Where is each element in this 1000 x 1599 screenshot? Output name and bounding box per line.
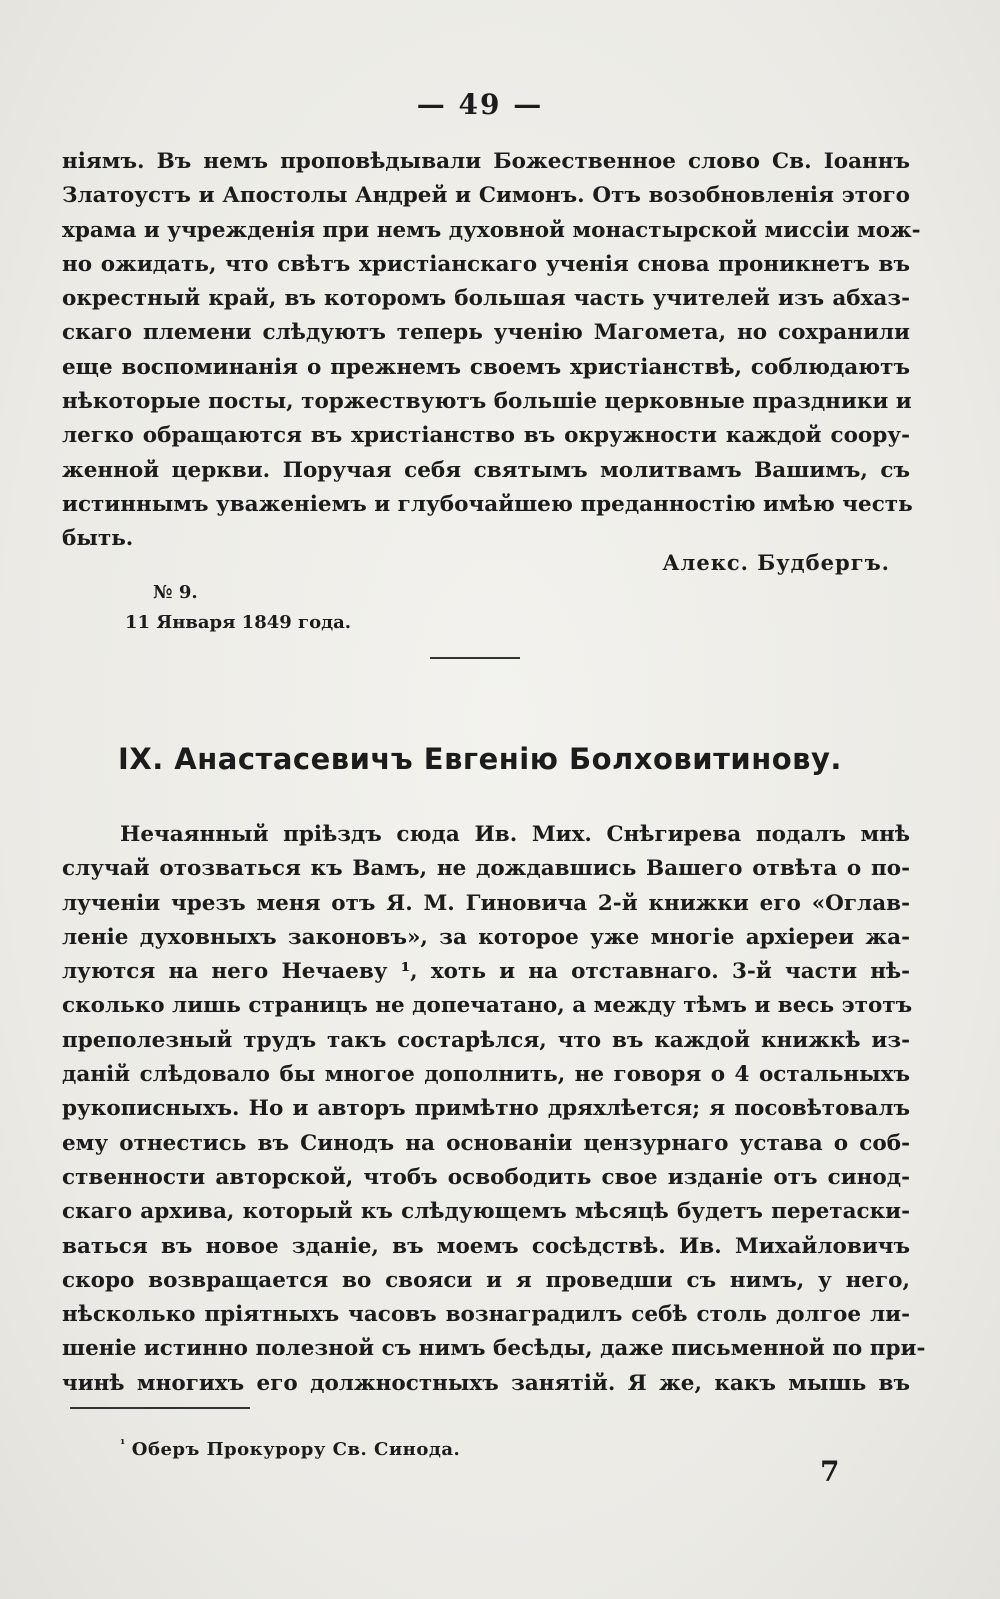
text-line: женной церкви. Поручая себя святымъ молитвамъ Вашимъ, съ xyxy=(62,457,910,483)
text-line: но ожидать, что свѣтъ христіанскаго ученія снова проникнетъ въ xyxy=(62,251,910,277)
paragraph-1 xyxy=(62,145,921,557)
text-line: шеніе истинно полезной съ нимъ бесѣды, даже письменной по при- xyxy=(62,1336,926,1362)
text-line: окрестный край, въ которомъ большая часть учителей изъ абхаз- xyxy=(62,286,910,312)
text-line: леніе духовныхъ законовъ», за которое уже многіе архіереи жа- xyxy=(62,924,910,950)
text-line: сколько лишь страницъ не допечатано, а между тѣмъ и весь этотъ xyxy=(62,993,913,1019)
text-line: лученіи чрезъ меня отъ Я. М. Гиновича 2-й книжки его «Оглав- xyxy=(62,890,910,916)
text-line: чинѣ многихъ его должностныхъ занятій. Я же, какъ мышь въ xyxy=(62,1370,910,1396)
text-line: скоро возвращается во свояси и я проведши съ нимъ, у него, xyxy=(62,1267,910,1293)
section-divider xyxy=(430,657,520,659)
text-line: ваться въ новое зданіе, въ моемъ сосѣдствѣ. Ив. Михайловичъ xyxy=(62,1233,910,1259)
footnote-divider xyxy=(70,1407,250,1409)
text-line: даній слѣдовало бы многое дополнить, не говоря о 4 остальныхъ xyxy=(62,1062,910,1088)
text-line: легко обращаются въ христіанство въ окружности каждой соору- xyxy=(62,423,910,449)
text-line: Нечаянный пріѣздъ сюда Ив. Мих. Снѣгирева подалъ мнѣ xyxy=(120,822,910,847)
text-line: ніямъ. Въ немъ проповѣдывали Божественное слово Св. Іоаннъ xyxy=(62,149,910,174)
footnote-text: Оберъ Прокурору Св. Синода. xyxy=(131,1439,461,1460)
text-line: ственности авторской, чтобъ освободить свое изданіе отъ синод- xyxy=(62,1164,910,1190)
text-line: еще воспоминанія о прежнемъ своемъ христіанствѣ, соблюдаютъ xyxy=(62,354,910,380)
letter-date: 11 Января 1849 года. xyxy=(125,612,352,633)
text-line: преполезный трудъ такъ состарѣлся, что въ каждой книжкѣ из- xyxy=(62,1027,910,1053)
text-line: случай отозваться къ Вамъ, не дождавшись Вашего отвѣта о по- xyxy=(62,856,910,882)
text-line: рукописныхъ. Но и авторъ примѣтно дряхлѣется; я посовѣтовалъ xyxy=(62,1096,910,1122)
letter-number: № 9. xyxy=(153,582,198,603)
text-line: скаго племени слѣдуютъ теперь ученію Магомета, но сохранили xyxy=(62,320,910,346)
letter-signature: Алекс. Будбергъ. xyxy=(662,550,890,575)
text-line: истиннымъ уваженіемъ и глубочайшею преданностію имѣю честь xyxy=(62,491,913,517)
text-line: нѣсколько пріятныхъ часовъ вознаградилъ себѣ столь долгое ли- xyxy=(62,1302,910,1328)
paragraph-2 xyxy=(62,818,926,1401)
text-line: быть. xyxy=(62,526,134,552)
text-line: скаго архива, который къ слѣдующемъ мѣсяцѣ будетъ перетаски- xyxy=(62,1199,910,1225)
text-line: Златоустъ и Апостолы Андрей и Симонъ. Отъ возобновленія этого xyxy=(62,183,910,209)
footnote-marker: ¹ xyxy=(120,1437,126,1451)
printer-signature-mark: 7 xyxy=(820,1455,840,1488)
footnote xyxy=(120,1437,460,1460)
text-line: нѣкоторые посты, торжествуютъ большіе церковные праздники и xyxy=(62,389,912,415)
text-line: ему отнестись въ Синодъ на основаніи цензурнаго устава о соб- xyxy=(62,1130,910,1156)
text-line: храма и учрежденія при немъ духовной монастырской миссіи мож- xyxy=(62,217,921,243)
page-number: — 49 — xyxy=(416,88,544,121)
letter-meta xyxy=(125,578,351,638)
text-line: луются на него Нечаеву ¹, хоть и на отставнаго. 3-й части нѣ- xyxy=(62,959,910,985)
letter-heading: IX. Анастасевичъ Евгенію Болховитинову. xyxy=(118,742,842,776)
